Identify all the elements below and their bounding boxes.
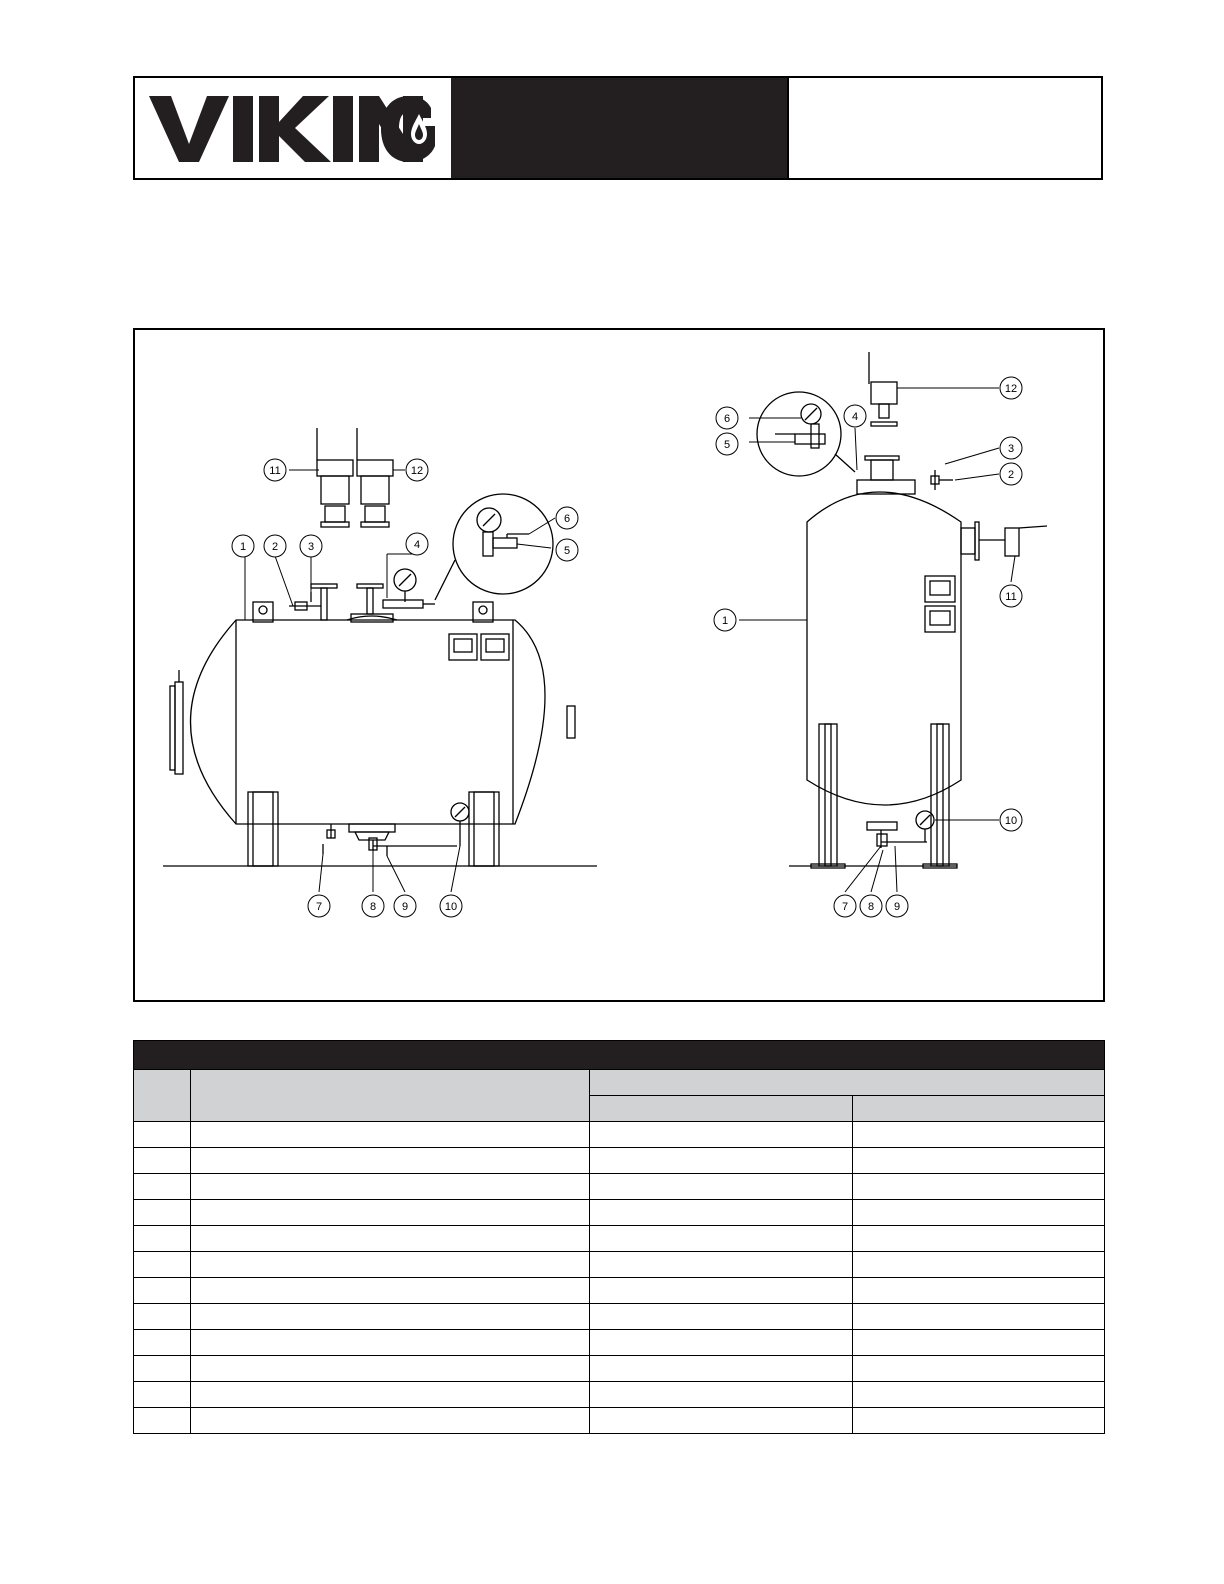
description-column-header bbox=[191, 1070, 590, 1122]
callout-h-6 bbox=[556, 507, 578, 529]
vertical-tank-drawing bbox=[757, 352, 1047, 868]
callout-h-7 bbox=[308, 895, 330, 917]
svg-text:9: 9 bbox=[401, 901, 409, 913]
svg-text:6: 6 bbox=[563, 513, 571, 525]
callout-h-8 bbox=[362, 895, 384, 917]
callout-h-5 bbox=[556, 539, 578, 561]
callout-v-10 bbox=[1000, 809, 1022, 831]
subheader-right bbox=[853, 1096, 1105, 1122]
table-row bbox=[134, 1382, 1105, 1408]
svg-text:8: 8 bbox=[867, 901, 875, 913]
table-row bbox=[134, 1252, 1105, 1278]
callout-v-11 bbox=[1000, 585, 1022, 607]
table-row bbox=[134, 1330, 1105, 1356]
horizontal-tank-drawing bbox=[163, 428, 597, 866]
callout-h-3 bbox=[300, 535, 322, 557]
callout-h-4 bbox=[406, 533, 428, 555]
callout-v-2 bbox=[1000, 463, 1022, 485]
svg-text:10: 10 bbox=[1004, 815, 1018, 827]
table-row bbox=[134, 1200, 1105, 1226]
callout-h-1 bbox=[232, 535, 254, 557]
svg-text:4: 4 bbox=[413, 539, 421, 551]
header-title-band bbox=[451, 78, 787, 178]
callout-v-3 bbox=[1000, 437, 1022, 459]
svg-text:6: 6 bbox=[723, 413, 731, 425]
callout-v-7 bbox=[834, 895, 856, 917]
callout-bubbles bbox=[232, 377, 1022, 917]
table-row bbox=[134, 1304, 1105, 1330]
viking-logo bbox=[135, 78, 451, 178]
item-column-header bbox=[134, 1070, 191, 1122]
callout-v-4 bbox=[844, 405, 866, 427]
header-info-cell bbox=[787, 78, 1103, 178]
svg-text:8: 8 bbox=[369, 901, 377, 913]
svg-text:10: 10 bbox=[444, 901, 458, 913]
svg-text:2: 2 bbox=[271, 541, 279, 553]
part-number-group-header bbox=[590, 1070, 1105, 1096]
parts-table bbox=[133, 1040, 1105, 1434]
svg-text:12: 12 bbox=[410, 465, 424, 477]
svg-text:9: 9 bbox=[893, 901, 901, 913]
svg-text:11: 11 bbox=[1005, 591, 1017, 603]
svg-text:5: 5 bbox=[563, 545, 571, 557]
table-row bbox=[134, 1174, 1105, 1200]
svg-text:5: 5 bbox=[723, 439, 731, 451]
svg-text:2: 2 bbox=[1007, 469, 1015, 481]
callout-v-9 bbox=[886, 895, 908, 917]
table-row bbox=[134, 1122, 1105, 1148]
svg-text:3: 3 bbox=[307, 541, 315, 553]
table-row bbox=[134, 1226, 1105, 1252]
tank-drawings bbox=[135, 330, 1105, 1002]
callout-v-5 bbox=[716, 433, 738, 455]
callout-h-10 bbox=[440, 895, 462, 917]
callout-h-9 bbox=[394, 895, 416, 917]
table-row bbox=[134, 1148, 1105, 1174]
svg-text:7: 7 bbox=[315, 901, 323, 913]
svg-text:1: 1 bbox=[239, 541, 247, 553]
svg-text:12: 12 bbox=[1004, 383, 1018, 395]
table-header-row bbox=[134, 1070, 1105, 1096]
svg-text:7: 7 bbox=[841, 901, 849, 913]
callout-h-2 bbox=[264, 535, 286, 557]
callout-v-1 bbox=[714, 609, 736, 631]
callout-h-12 bbox=[406, 459, 428, 481]
table-row bbox=[134, 1278, 1105, 1304]
svg-text:3: 3 bbox=[1007, 443, 1015, 455]
subheader-left bbox=[590, 1096, 853, 1122]
table-row bbox=[134, 1356, 1105, 1382]
callout-v-6 bbox=[716, 407, 738, 429]
tank-assembly-figure bbox=[133, 328, 1105, 1002]
table-title-bar bbox=[134, 1041, 1105, 1070]
svg-text:4: 4 bbox=[851, 411, 859, 423]
document-header bbox=[133, 76, 1103, 180]
svg-text:11: 11 bbox=[269, 465, 281, 477]
table-row bbox=[134, 1408, 1105, 1434]
svg-text:1: 1 bbox=[721, 615, 729, 627]
callout-v-12 bbox=[1000, 377, 1022, 399]
callout-h-11 bbox=[264, 459, 286, 481]
callout-v-8 bbox=[860, 895, 882, 917]
